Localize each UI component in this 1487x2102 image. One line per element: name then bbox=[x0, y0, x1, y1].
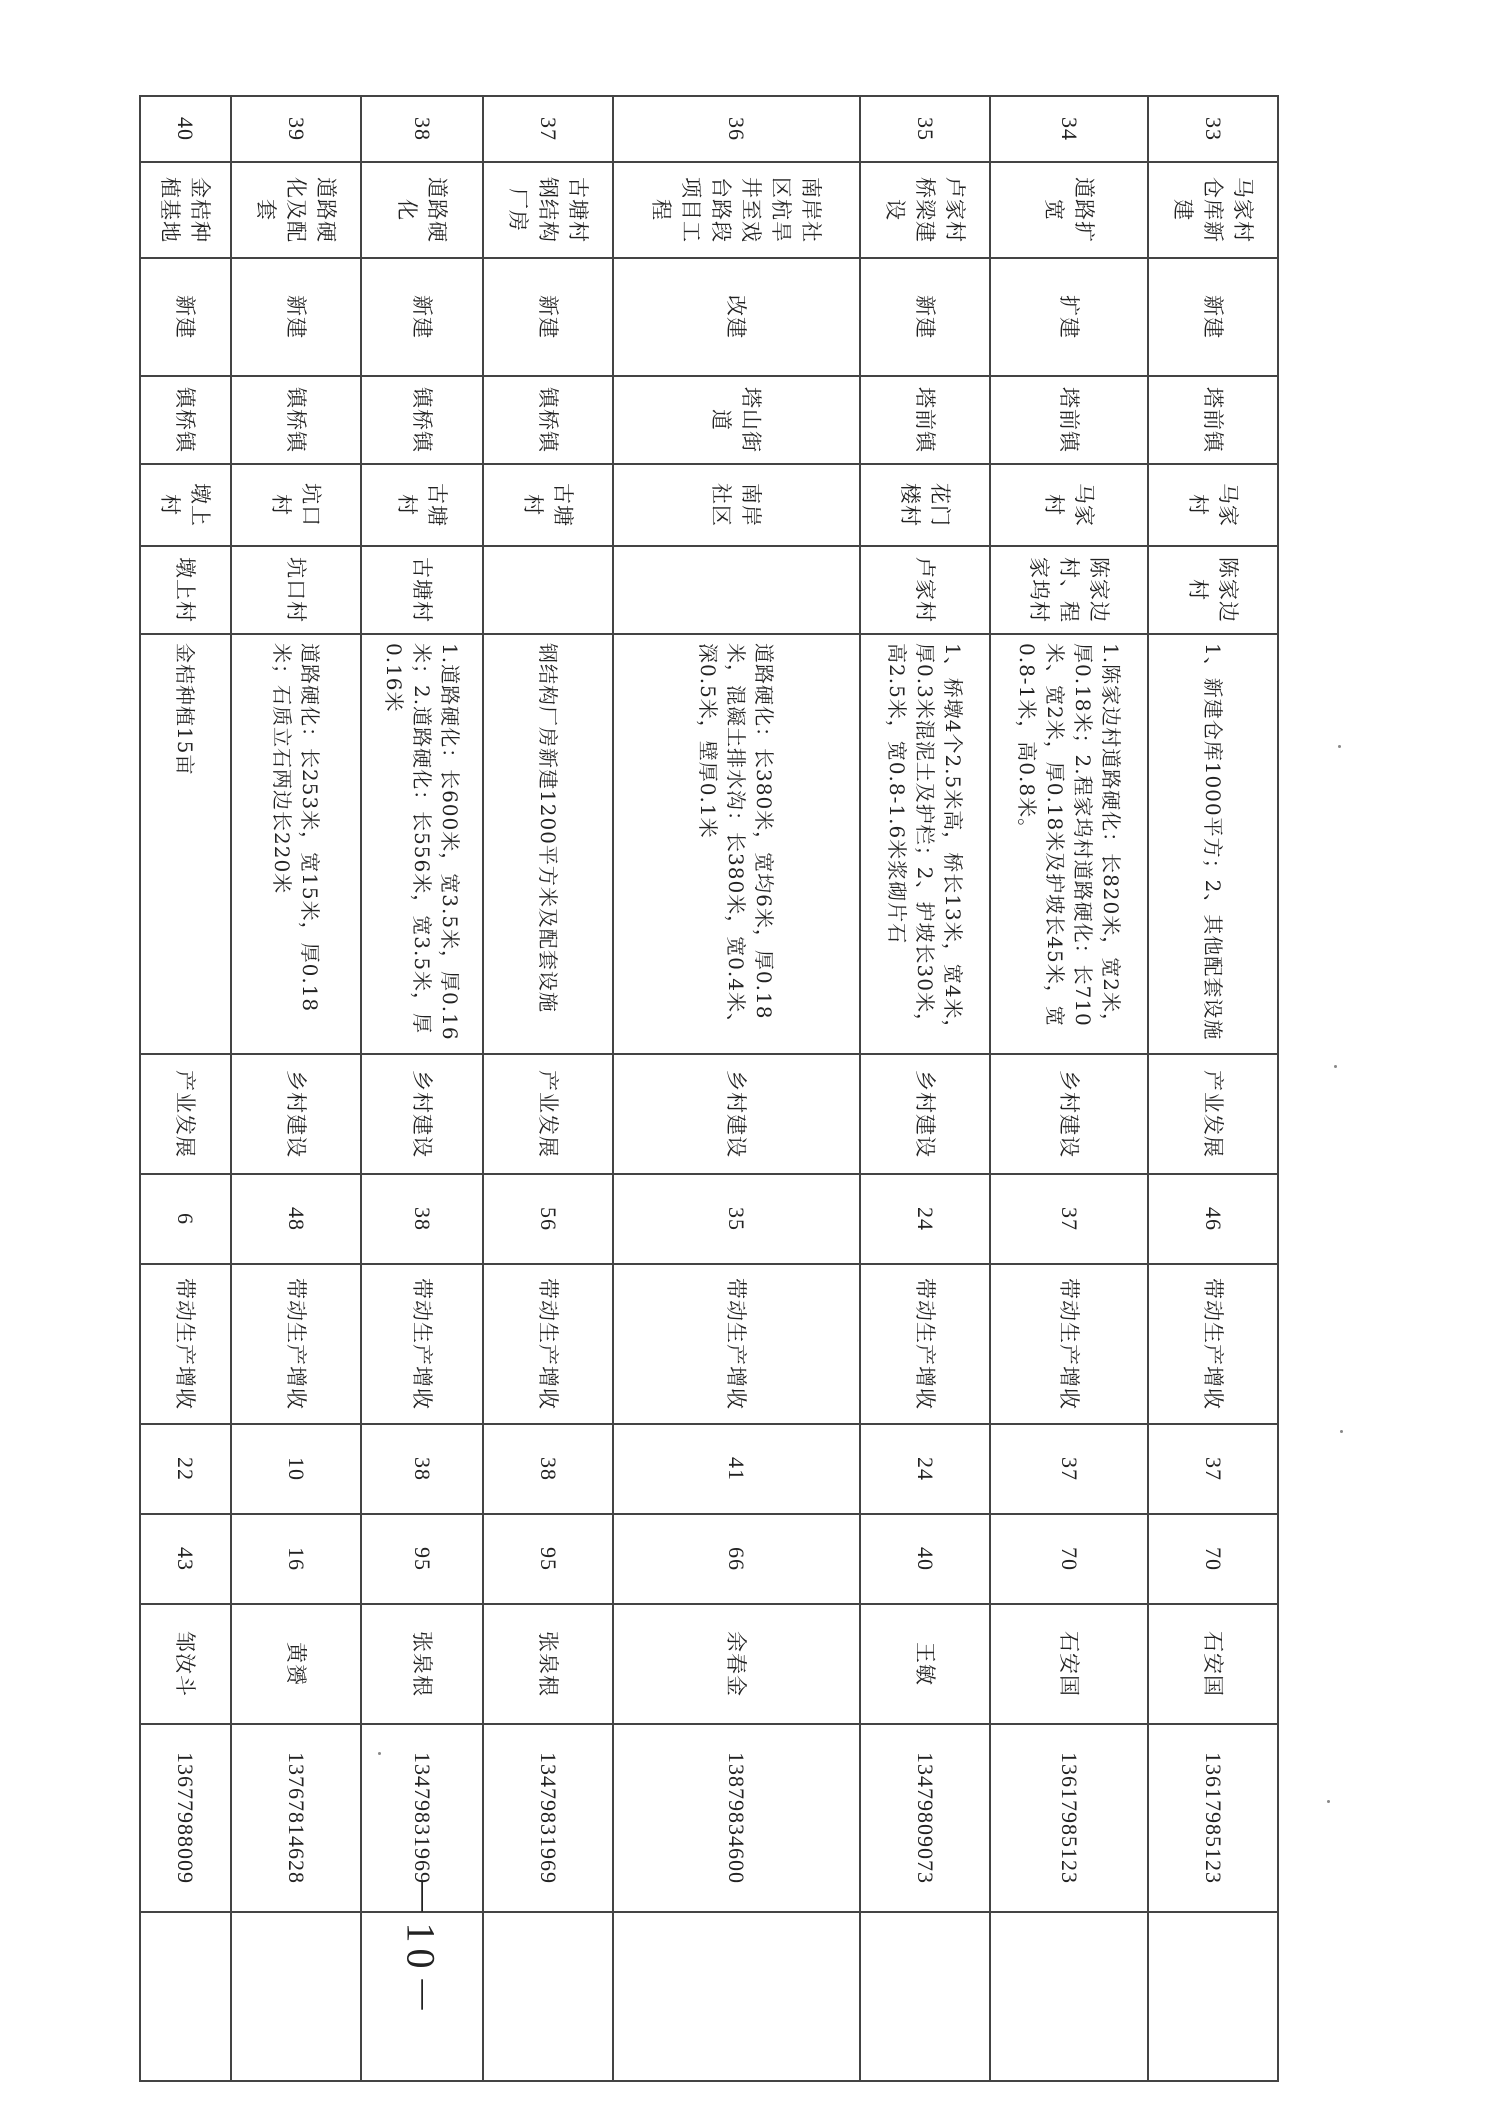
construction-type: 改建 bbox=[613, 258, 860, 376]
table-row bbox=[860, 96, 990, 2081]
investment-amount: 35 bbox=[613, 1174, 860, 1264]
construction-content: 1.陈家边村道路硬化：长820米，宽2米，厚0.18米；2.程家坞村道路硬化：长710米、宽2米，厚0.18米及护坡长45米，宽0.8-1米，高0.8米。 bbox=[990, 634, 1148, 1054]
remark bbox=[860, 1912, 990, 2081]
table-row bbox=[361, 96, 483, 2081]
rotated-table-sheet bbox=[139, 95, 1279, 1980]
row-number: 35 bbox=[860, 96, 990, 162]
scan-speck bbox=[1334, 1065, 1337, 1068]
contact-person: 张泉根 bbox=[483, 1604, 613, 1724]
contact-person: 张泉根 bbox=[361, 1604, 483, 1724]
benefit-mode: 带动生产增收 bbox=[361, 1264, 483, 1424]
project-category: 乡村建设 bbox=[613, 1054, 860, 1174]
project-category: 乡村建设 bbox=[361, 1054, 483, 1174]
scan-speck bbox=[1340, 1430, 1343, 1433]
row-number: 37 bbox=[483, 96, 613, 162]
row-number: 36 bbox=[613, 96, 860, 162]
beneficiary-village: 坑口村 bbox=[231, 546, 361, 634]
beneficiary-households: 38 bbox=[483, 1424, 613, 1514]
beneficiary-people: 43 bbox=[140, 1514, 231, 1604]
project-category: 产业发展 bbox=[1148, 1054, 1278, 1174]
project-name: 卢家村桥梁建设 bbox=[860, 162, 990, 258]
beneficiary-people: 95 bbox=[483, 1514, 613, 1604]
project-category: 产业发展 bbox=[483, 1054, 613, 1174]
project-name: 道路硬化 bbox=[361, 162, 483, 258]
contact-phone: 13677988009 bbox=[140, 1724, 231, 1912]
remark bbox=[613, 1912, 860, 2081]
beneficiary-people: 40 bbox=[860, 1514, 990, 1604]
beneficiary-village: 古塘村 bbox=[361, 546, 483, 634]
beneficiary-households: 38 bbox=[361, 1424, 483, 1514]
construction-type: 新建 bbox=[361, 258, 483, 376]
beneficiary-village bbox=[613, 546, 860, 634]
town-name: 镇桥镇 bbox=[361, 376, 483, 464]
contact-person: 石安国 bbox=[1148, 1604, 1278, 1724]
beneficiary-village: 卢家村 bbox=[860, 546, 990, 634]
remark bbox=[990, 1912, 1148, 2081]
construction-content: 道路硬化：长380米，宽均6米，厚0.18米，混凝土排水沟：长380米，宽0.4米、深0.5米，壁厚0.1米 bbox=[613, 634, 860, 1054]
construction-content: 金桔种植15亩 bbox=[140, 634, 231, 1054]
investment-amount: 56 bbox=[483, 1174, 613, 1264]
beneficiary-households: 37 bbox=[990, 1424, 1148, 1514]
table-row bbox=[613, 96, 860, 2081]
project-name: 道路硬化及配套 bbox=[231, 162, 361, 258]
table-row bbox=[140, 96, 231, 2081]
row-number: 34 bbox=[990, 96, 1148, 162]
contact-person: 余春金 bbox=[613, 1604, 860, 1724]
construction-type: 新建 bbox=[1148, 258, 1278, 376]
scan-speck bbox=[378, 1752, 381, 1755]
contact-phone: 13479809073 bbox=[860, 1724, 990, 1912]
table-row bbox=[1148, 96, 1278, 2081]
town-name: 塔前镇 bbox=[860, 376, 990, 464]
village-name: 墩上村 bbox=[140, 464, 231, 546]
project-name: 金桔种植基地 bbox=[140, 162, 231, 258]
scan-speck bbox=[1338, 745, 1341, 748]
town-name: 塔前镇 bbox=[1148, 376, 1278, 464]
project-category: 乡村建设 bbox=[990, 1054, 1148, 1174]
beneficiary-village bbox=[483, 546, 613, 634]
beneficiary-households: 41 bbox=[613, 1424, 860, 1514]
contact-phone: 13479831969 bbox=[483, 1724, 613, 1912]
beneficiary-people: 16 bbox=[231, 1514, 361, 1604]
beneficiary-village: 陈家边村 bbox=[1148, 546, 1278, 634]
remark bbox=[1148, 1912, 1278, 2081]
row-number: 33 bbox=[1148, 96, 1278, 162]
contact-person: 黄赟 bbox=[231, 1604, 361, 1724]
contact-phone: 13479831969 bbox=[361, 1724, 483, 1912]
benefit-mode: 带动生产增收 bbox=[1148, 1264, 1278, 1424]
contact-phone: 13767814628 bbox=[231, 1724, 361, 1912]
town-name: 镇桥镇 bbox=[231, 376, 361, 464]
beneficiary-households: 37 bbox=[1148, 1424, 1278, 1514]
benefit-mode: 带动生产增收 bbox=[990, 1264, 1148, 1424]
contact-person: 邹汝斗 bbox=[140, 1604, 231, 1724]
benefit-mode: 带动生产增收 bbox=[231, 1264, 361, 1424]
row-number: 39 bbox=[231, 96, 361, 162]
remark bbox=[231, 1912, 361, 2081]
town-name: 塔前镇 bbox=[990, 376, 1148, 464]
row-number: 38 bbox=[361, 96, 483, 162]
investment-amount: 24 bbox=[860, 1174, 990, 1264]
project-name: 马家村仓库新建 bbox=[1148, 162, 1278, 258]
construction-content: 1.道路硬化：长600米，宽3.5米，厚0.16米；2.道路硬化：长556米，宽3.5米，厚0.16米 bbox=[361, 634, 483, 1054]
construction-type: 新建 bbox=[231, 258, 361, 376]
benefit-mode: 带动生产增收 bbox=[483, 1264, 613, 1424]
investment-amount: 6 bbox=[140, 1174, 231, 1264]
beneficiary-households: 22 bbox=[140, 1424, 231, 1514]
project-category: 乡村建设 bbox=[231, 1054, 361, 1174]
page-number: －10－ bbox=[398, 1876, 444, 2021]
benefit-mode: 带动生产增收 bbox=[860, 1264, 990, 1424]
table-row bbox=[483, 96, 613, 2081]
village-name: 古塘村 bbox=[483, 464, 613, 546]
construction-content: 1、新建仓库1000平方；2、其他配套设施 bbox=[1148, 634, 1278, 1054]
beneficiary-households: 24 bbox=[860, 1424, 990, 1514]
project-category: 乡村建设 bbox=[860, 1054, 990, 1174]
investment-amount: 38 bbox=[361, 1174, 483, 1264]
table-row bbox=[231, 96, 361, 2081]
project-name: 古塘村钢结构厂房 bbox=[483, 162, 613, 258]
town-name: 镇桥镇 bbox=[140, 376, 231, 464]
beneficiary-people: 66 bbox=[613, 1514, 860, 1604]
beneficiary-households: 10 bbox=[231, 1424, 361, 1514]
construction-content: 道路硬化：长253米，宽15米，厚0.18米；石质立石两边长220米 bbox=[231, 634, 361, 1054]
beneficiary-people: 70 bbox=[990, 1514, 1148, 1604]
construction-content: 钢结构厂房新建1200平方米及配套设施 bbox=[483, 634, 613, 1054]
contact-phone: 13617985123 bbox=[1148, 1724, 1278, 1912]
remark bbox=[140, 1912, 231, 2081]
village-name: 南岸社区 bbox=[613, 464, 860, 546]
town-name: 塔山街道 bbox=[613, 376, 860, 464]
project-name: 道路扩宽 bbox=[990, 162, 1148, 258]
investment-amount: 48 bbox=[231, 1174, 361, 1264]
beneficiary-village: 墩上村 bbox=[140, 546, 231, 634]
construction-type: 新建 bbox=[140, 258, 231, 376]
village-name: 坑口村 bbox=[231, 464, 361, 546]
beneficiary-people: 70 bbox=[1148, 1514, 1278, 1604]
remark bbox=[483, 1912, 613, 2081]
contact-person: 王敏 bbox=[860, 1604, 990, 1724]
contact-phone: 13617985123 bbox=[990, 1724, 1148, 1912]
benefit-mode: 带动生产增收 bbox=[140, 1264, 231, 1424]
project-category: 产业发展 bbox=[140, 1054, 231, 1174]
investment-amount: 46 bbox=[1148, 1174, 1278, 1264]
construction-type: 新建 bbox=[860, 258, 990, 376]
project-name: 南岸社区杭旱井至戏台路段项目工程 bbox=[613, 162, 860, 258]
row-number: 40 bbox=[140, 96, 231, 162]
town-name: 镇桥镇 bbox=[483, 376, 613, 464]
table-row bbox=[990, 96, 1148, 2081]
scan-speck bbox=[1327, 1800, 1330, 1803]
table-body bbox=[140, 96, 1278, 2081]
project-table bbox=[139, 95, 1279, 2082]
benefit-mode: 带动生产增收 bbox=[613, 1264, 860, 1424]
construction-content: 1、桥墩4个2.5米高，桥长13米，宽4米，厚0.3米混泥土及护栏；2、护坡长30米，高2.5米，宽0.8-1.6米浆砌片石 bbox=[860, 634, 990, 1054]
investment-amount: 37 bbox=[990, 1174, 1148, 1264]
village-name: 古塘村 bbox=[361, 464, 483, 546]
beneficiary-village: 陈家边村、程家坞村 bbox=[990, 546, 1148, 634]
village-name: 花门楼村 bbox=[860, 464, 990, 546]
construction-type: 新建 bbox=[483, 258, 613, 376]
village-name: 马家村 bbox=[1148, 464, 1278, 546]
contact-person: 石安国 bbox=[990, 1604, 1148, 1724]
contact-phone: 13879834600 bbox=[613, 1724, 860, 1912]
village-name: 马家村 bbox=[990, 464, 1148, 546]
beneficiary-people: 95 bbox=[361, 1514, 483, 1604]
construction-type: 扩建 bbox=[990, 258, 1148, 376]
